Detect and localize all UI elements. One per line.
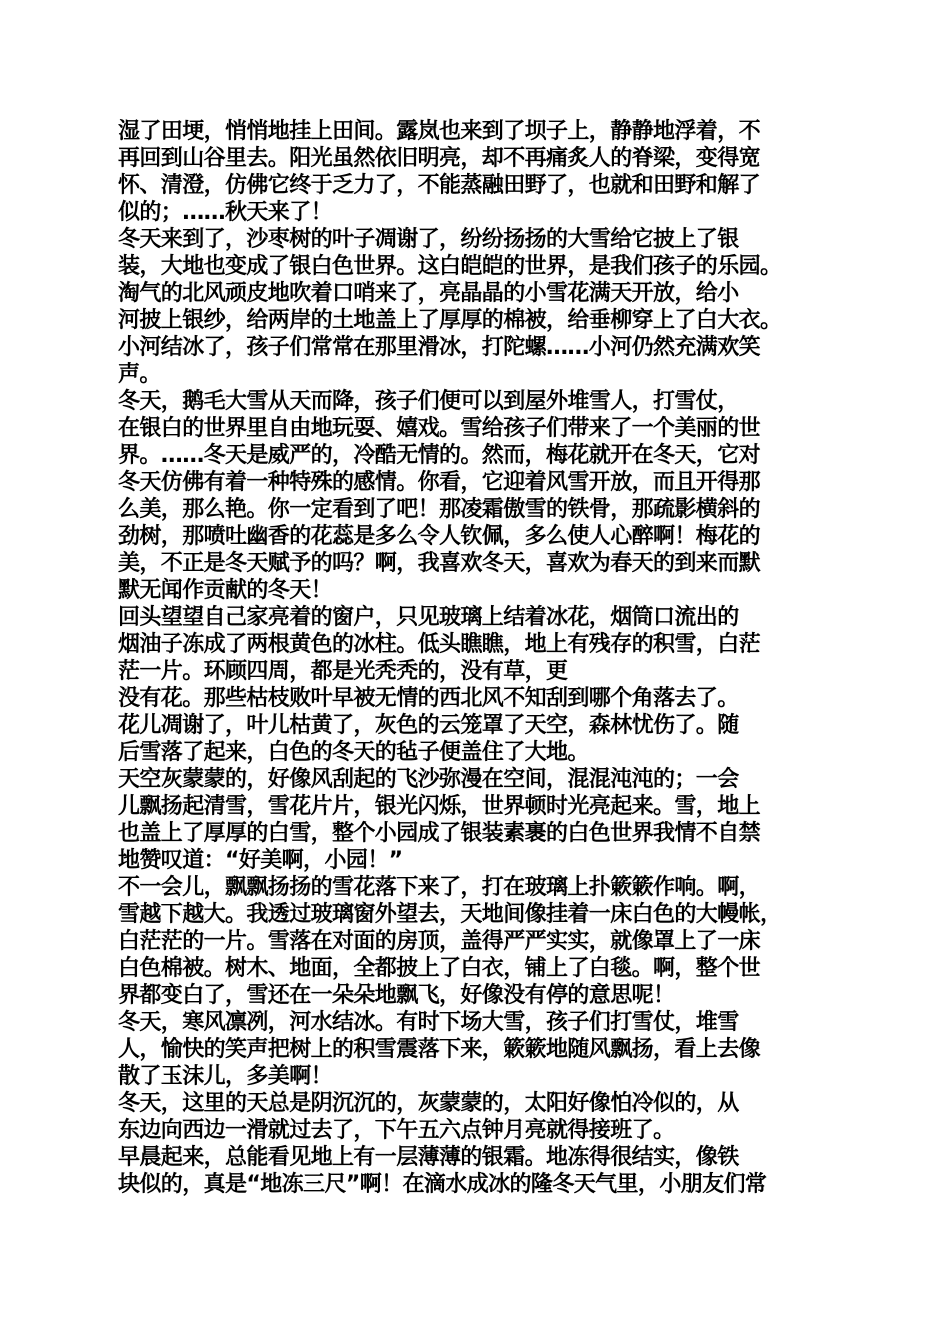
text-line: 回头望望自己家亮着的窗户，只见玻璃上结着冰花，烟筒口流出的 <box>118 605 739 630</box>
text-line: 美，不正是冬天赋予的吗？啊，我喜欢冬天，喜欢为春天的到来而默 <box>118 551 761 576</box>
text-line: 冬天，鹅毛大雪从天而降，孩子们便可以到屋外堆雪人，打雪仗， <box>118 389 739 414</box>
text-line: 不一会儿，飘飘扬扬的雪花落下来了，打在玻璃上扑簌簌作响。啊， <box>118 875 761 900</box>
text-line: 人，愉快的笑声把树上的积雪震落下来，簌簌地随风飘扬，看上去像 <box>118 1037 761 1062</box>
text-line: 装，大地也变成了银白色世界。这白皑皑的世界，是我们孩子的乐园。 <box>118 254 782 279</box>
text-line: 烟油子冻成了两根黄色的冰柱。低头瞧瞧，地上有残存的积雪，白茫 <box>118 632 761 657</box>
text-line: 白色棉被。树木、地面，全都披上了白衣，铺上了白毯。啊，整个世 <box>118 956 761 981</box>
text-line: 天空灰蒙蒙的，好像风刮起的飞沙弥漫在空间，混混沌沌的；一会 <box>118 767 739 792</box>
text-line: 儿飘扬起清雪，雪花片片，银光闪烁，世界顿时光亮起来。雪，地上 <box>118 794 761 819</box>
text-line: 在银白的世界里自由地玩耍、嬉戏。雪给孩子们带来了一个美丽的世 <box>118 416 761 441</box>
text-line: 淘气的北风顽皮地吹着口哨来了，亮晶晶的小雪花满天开放，给小 <box>118 281 739 306</box>
text-line: 茫一片。环顾四周，都是光秃秃的，没有草，更 <box>118 659 568 684</box>
text-line: 也盖上了厚厚的白雪，整个小园成了银装素裹的白色世界我情不自禁 <box>118 821 761 846</box>
text-line: 怀、清澄，仿佛它终于乏力了，不能蒸融田野了，也就和田野和解了 <box>118 173 761 198</box>
text-line: 冬天，这里的天总是阴沉沉的，灰蒙蒙的，太阳好像怕冷似的，从 <box>118 1091 739 1116</box>
text-line: 声。 <box>118 362 161 387</box>
text-line: 劲树，那喷吐幽香的花蕊是多么令人钦佩，多么使人心醉啊！梅花的 <box>118 524 761 549</box>
text-line: 散了玉沫儿，多美啊！ <box>118 1064 333 1089</box>
text-line: 雪越下越大。我透过玻璃窗外望去，天地间像挂着一床白色的大幔帐， <box>118 902 782 927</box>
document-body-text <box>118 118 844 1198</box>
text-line: 湿了田埂，悄悄地挂上田间。露岚也来到了坝子上，静静地浮着，不 <box>118 119 761 144</box>
text-line: 再回到山谷里去。阳光虽然依旧明亮，却不再痛炙人的脊梁，变得宽 <box>118 146 761 171</box>
text-line: 小河结冰了，孩子们常常在那里滑冰，打陀螺……小河仍然充满欢笑 <box>118 335 761 360</box>
text-line: 没有花。那些枯枝败叶早被无情的西北风不知刮到哪个角落去了。 <box>118 686 739 711</box>
text-line: 么美，那么艳。你一定看到了吧！那凌霜傲雪的铁骨，那疏影横斜的 <box>118 497 761 522</box>
text-line: 似的；……秋天来了！ <box>118 200 333 225</box>
text-line: 界都变白了，雪还在一朵朵地飘飞，好像没有停的意思呢！ <box>118 983 675 1008</box>
text-line: 界。……冬天是威严的，冷酷无情的。然而，梅花就开在冬天，它对 <box>118 443 761 468</box>
text-line: 花儿凋谢了，叶儿枯黄了，灰色的云笼罩了天空，森林忧伤了。随 <box>118 713 739 738</box>
text-line: 块似的，真是“地冻三尺”啊！在滴水成冰的隆冬天气里，小朋友们常 <box>118 1172 767 1197</box>
text-line: 白茫茫的一片。雪落在对面的房顶，盖得严严实实，就像罩上了一床 <box>118 929 761 954</box>
text-line: 早晨起来，总能看见地上有一层薄薄的银霜。地冻得很结实，像铁 <box>118 1145 739 1170</box>
text-line: 冬天，寒风凛冽，河水结冰。有时下场大雪，孩子们打雪仗，堆雪 <box>118 1010 739 1035</box>
text-line: 冬天来到了，沙枣树的叶子凋谢了，纷纷扬扬的大雪给它披上了银 <box>118 227 739 252</box>
text-line: 后雪落了起来，白色的冬天的毡子便盖住了大地。 <box>118 740 589 765</box>
text-line: 地赞叹道：“好美啊，小园！” <box>118 848 403 873</box>
text-line: 东边向西边一滑就过去了，下午五六点钟月亮就得接班了。 <box>118 1118 675 1143</box>
text-line: 河披上银纱，给两岸的土地盖上了厚厚的棉被，给垂柳穿上了白大衣。 <box>118 308 782 333</box>
text-line: 冬天仿佛有着一种特殊的感情。你看，它迎着风雪开放，而且开得那 <box>118 470 761 495</box>
text-line: 默无闻作贡献的冬天！ <box>118 578 333 603</box>
